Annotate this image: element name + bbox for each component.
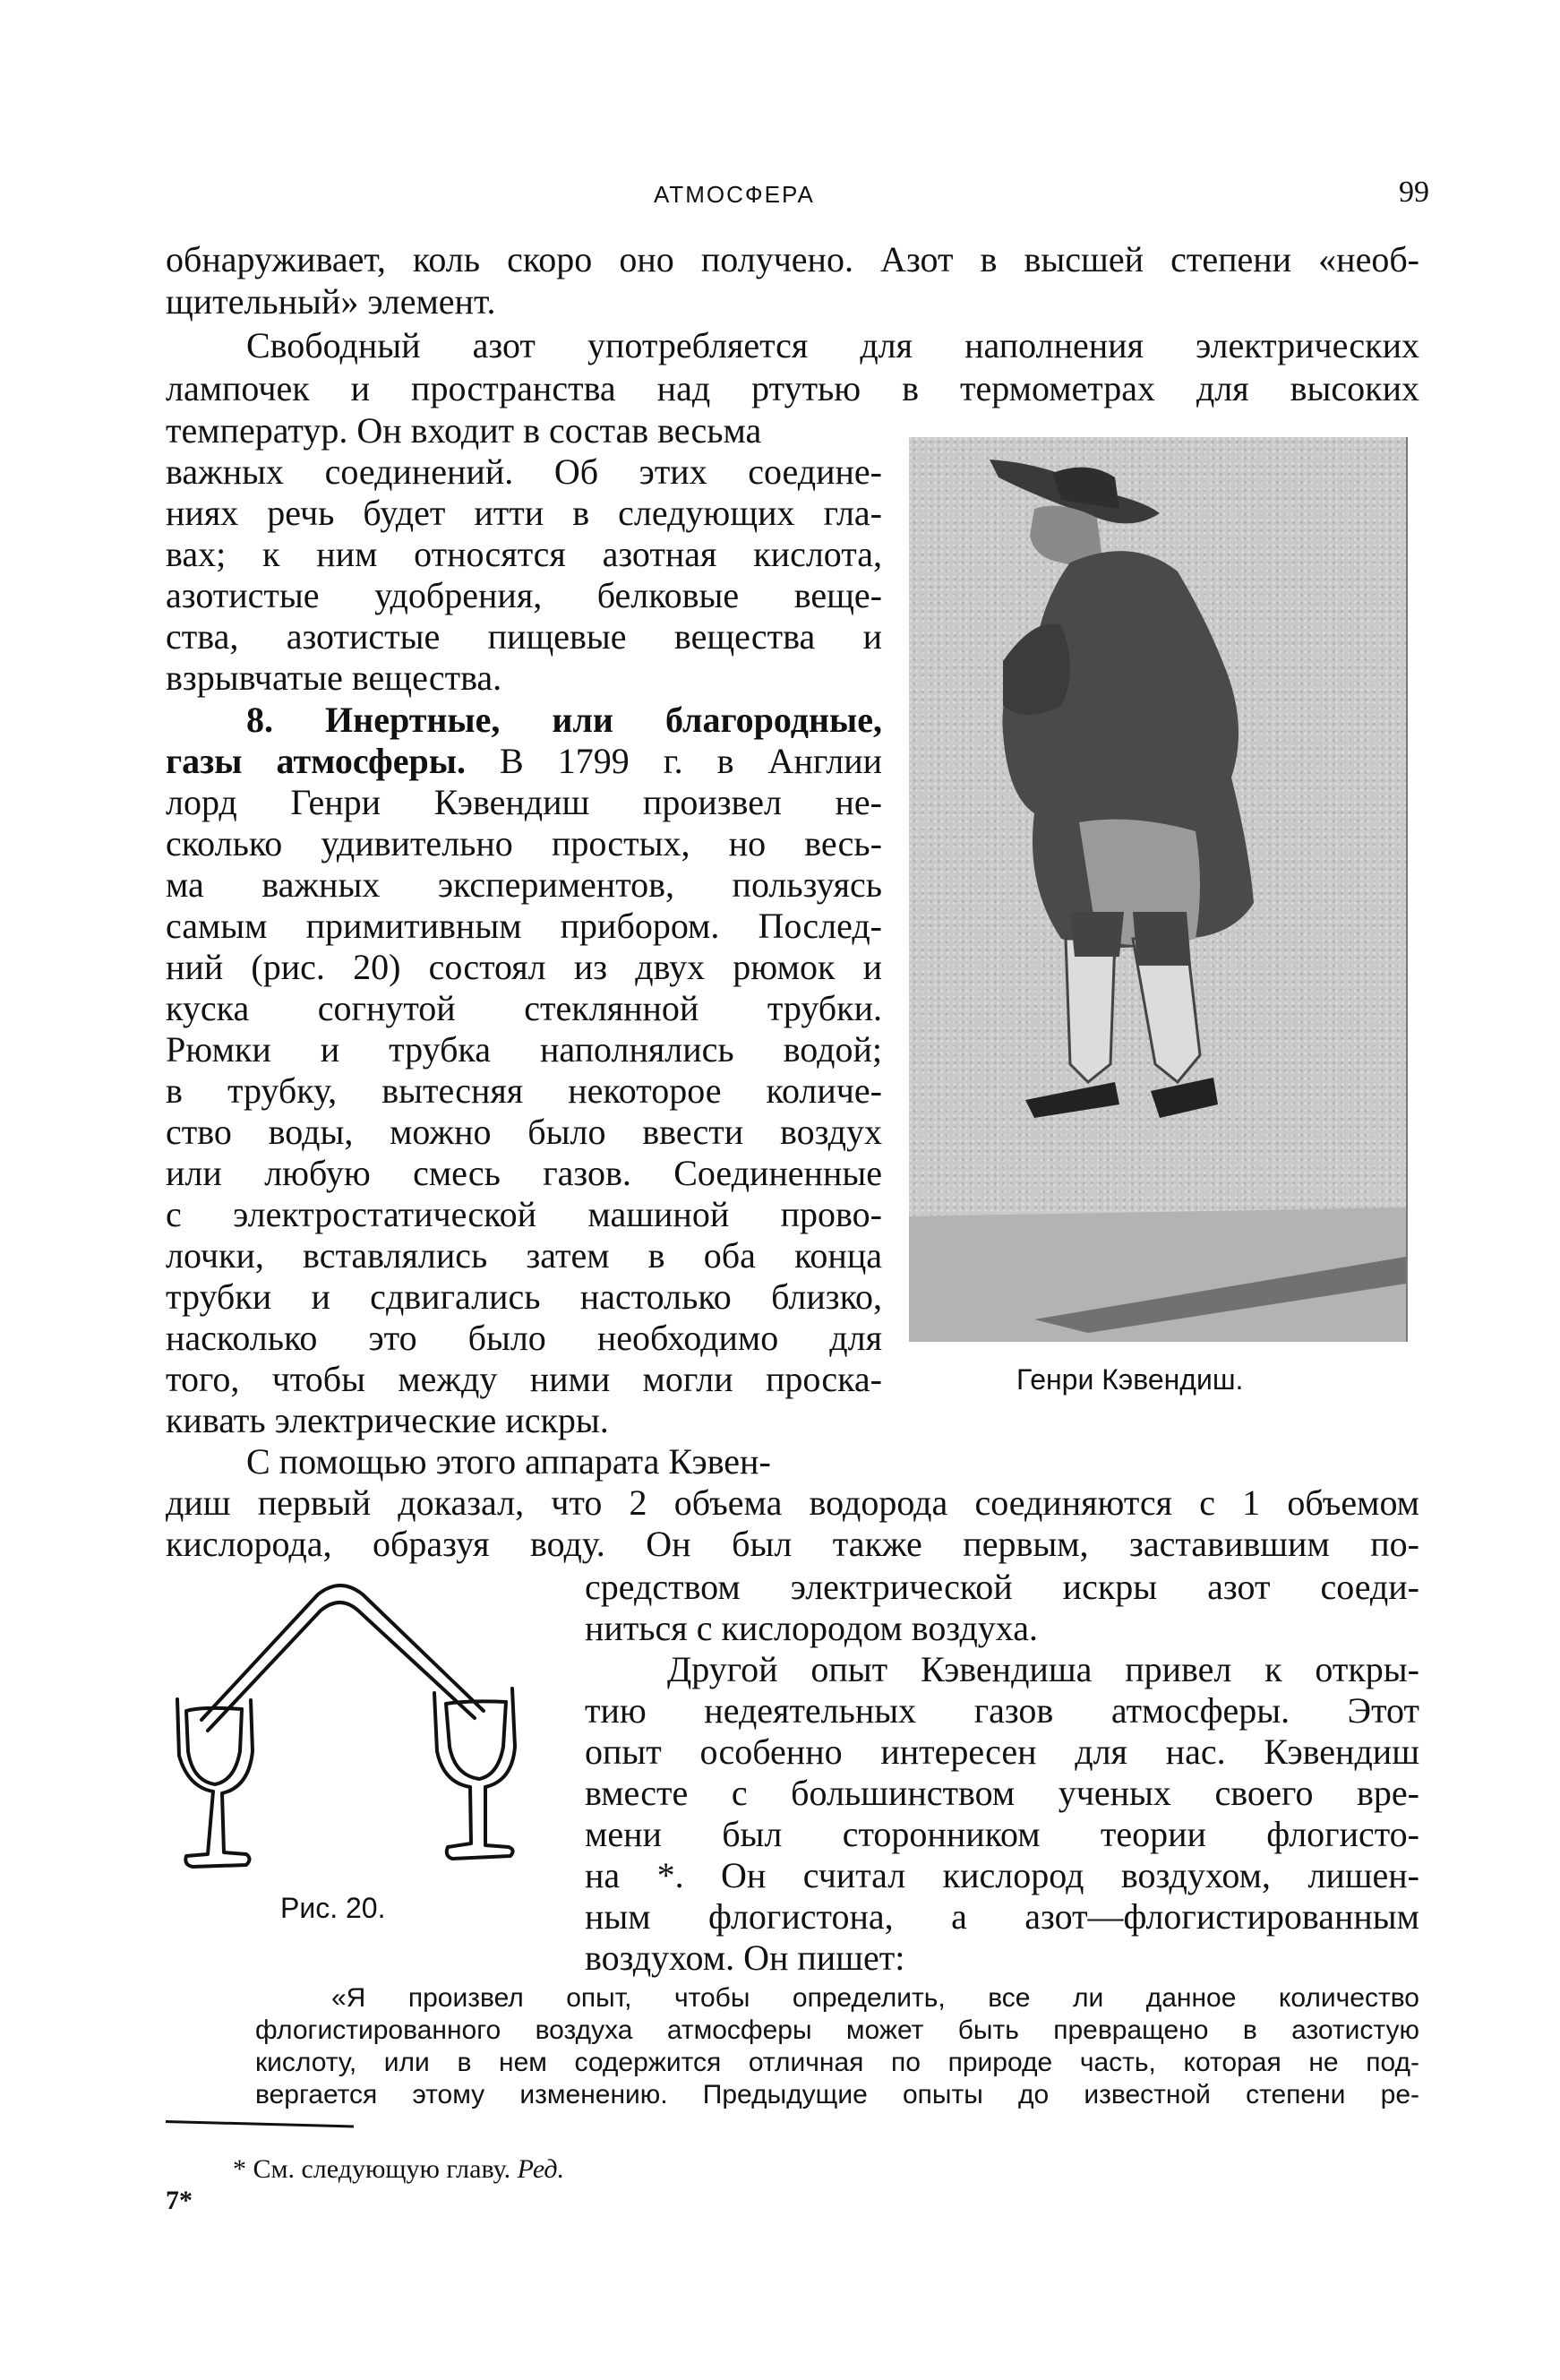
text-line-content: ства, азотистые пищевые вещества и (166, 616, 882, 657)
text-line: взрывчатые вещества. (166, 657, 502, 698)
text-line-content: Другой опыт Кэвендиша привел к откры- (667, 1649, 1419, 1689)
text-line-content: Рюмки и трубка наполнялись водой; (166, 1029, 882, 1070)
text-line: воздухом. Он пишет: (585, 1938, 905, 1978)
footnote-text: См. следующую главу. (253, 2154, 511, 2184)
quote-line (255, 2048, 1419, 2078)
portrait-image (909, 437, 1408, 1342)
running-title: АТМОСФЕРА (654, 181, 815, 208)
text-line-content: важных соединений. Об этих соедине- (166, 451, 882, 492)
quote-line-content: кислоту, или в нем содержится отличная по природе часть, которая не под- (255, 2048, 1419, 2077)
text-line-content: в трубку, вытесняя некоторое количе- (166, 1070, 882, 1111)
text-line-content: самым примитивным прибором. Послед- (166, 906, 882, 946)
text-line (166, 1236, 882, 1276)
text-line-content (166, 742, 882, 781)
text-line-content: с электростатической машиной прово- (166, 1194, 882, 1234)
text-line-content: ма важных экспериментов, пользуясь (166, 864, 882, 905)
text-line (166, 1319, 882, 1358)
text-line: температур. Он входит в состав весьма (166, 410, 762, 451)
text-line-content: вах; к ним относятся азотная кислота, (166, 534, 882, 574)
text-line-content: опыт особенно интересен для нас. Кэвендиш (585, 1731, 1419, 1772)
text-line-content: кислорода, образуя воду. Он был также первым, заставившим по- (166, 1524, 1419, 1564)
text-line (585, 1568, 1419, 1607)
text-line: С помощью этого аппарата Кэвен- (246, 1441, 771, 1482)
text-line: ниться с кислородом воздуха. (585, 1608, 1039, 1648)
text-line (166, 742, 882, 781)
text-line (585, 1856, 1419, 1895)
text-line-content: ний (рис. 20) состоял из двух рюмок и (166, 947, 882, 987)
text-line-content: сколько удивительно простых, но весь- (166, 823, 882, 864)
text-line (166, 1277, 882, 1317)
text-line-content: лорд Генри Кэвендиш произвел не- (166, 782, 882, 822)
text-line (166, 1030, 882, 1070)
text-line (166, 783, 882, 822)
text-line (585, 1897, 1419, 1937)
text-line (166, 906, 882, 946)
text-line (166, 576, 882, 615)
quote-line-content: вергается этому изменению. Предыдущие опыты до известной степени ре- (255, 2080, 1419, 2109)
figure-20-caption: Рис. 20. (280, 1892, 386, 1924)
text-line (166, 1360, 882, 1399)
text-line-content: ным флогистона, а азот—флогистированным (585, 1896, 1419, 1937)
quote-line-content: флогистированного воздуха атмосферы может быть превращено в азотистую (255, 2015, 1419, 2045)
text-line-content: лочки, вставлялись затем в оба конца (166, 1235, 882, 1276)
text-line-content: ство воды, можно было ввести воздух (166, 1112, 882, 1152)
signature-mark: 7* (166, 2186, 193, 2215)
footnote-editor-mark: Ред. (517, 2154, 565, 2184)
text-line-content: насколько это было необходимо для (166, 1318, 882, 1358)
text-line (585, 1774, 1419, 1813)
text-line-content: трубки и сдвигались настолько близко, (166, 1276, 882, 1317)
text-line (166, 1195, 882, 1234)
section-heading (246, 700, 882, 740)
text-line (166, 865, 882, 905)
text-line (166, 1154, 882, 1193)
text-line (585, 1732, 1419, 1772)
cavendish-figure-icon (909, 437, 1406, 1342)
text-line (667, 1650, 1419, 1689)
text-line (166, 535, 882, 574)
section-heading-text: 8. Инертные, или благородные, (246, 700, 882, 740)
text-line-content: диш первый доказал, что 2 объема водорода соединяются с 1 объемом (166, 1482, 1419, 1523)
text-line-content: ниях речь будет итти в следующих гла- (166, 493, 882, 533)
text-line-content: того, чтобы между ними могли проска- (166, 1359, 882, 1399)
text-line (166, 948, 882, 987)
text-line-content: или любую смесь газов. Соединенные (166, 1153, 882, 1193)
quote-line (331, 1983, 1419, 2014)
text-line-content: тию недеятельных газов атмосферы. Этот (585, 1690, 1419, 1731)
portrait-caption: Генри Кэвендиш. (1016, 1363, 1244, 1396)
text-line: кивать электрические искры. (166, 1400, 609, 1440)
text-line (166, 617, 882, 657)
text-line-content: обнаруживает, коль скоро оно получено. Азот в высшей степени «необ- (166, 239, 1419, 279)
footnote-marker: * (233, 2154, 246, 2184)
text-line (166, 824, 882, 864)
figure-20 (152, 1568, 564, 1881)
text-line-content: Свободный азот употребляется для наполнения электрических (246, 325, 1419, 365)
footnote-rule (166, 2120, 354, 2127)
text-line (166, 240, 1419, 279)
text-line (166, 452, 882, 492)
text-line-content: вместе с большинством ученых своего вре- (585, 1773, 1419, 1813)
text-line (166, 1113, 882, 1152)
text-line (166, 369, 1419, 408)
text-line-content: средством электрической искры азот соеди- (585, 1567, 1419, 1607)
text-line (585, 1691, 1419, 1731)
text-line (166, 1483, 1419, 1523)
quote-line-content: «Я произвел опыт, чтобы определить, все ли данное количество (331, 1983, 1419, 2013)
text-line-content: на *. Он считал кислород воздухом, лишен- (585, 1855, 1419, 1895)
section-heading-continued: газы атмосферы. (166, 741, 466, 781)
text-line (166, 326, 1419, 365)
quote-line (255, 2080, 1419, 2110)
text-line (166, 1071, 882, 1111)
text-line (166, 1525, 1419, 1564)
text-run: В 1799 г. в Англии (465, 741, 883, 781)
text-line-content: лампочек и пространства над ртутью в термометрах для высоких (166, 368, 1419, 408)
footnote (233, 2154, 564, 2185)
text-line-content: мени был сторонником теории флогисто- (585, 1814, 1419, 1854)
text-line (166, 989, 882, 1028)
quote-line (255, 2015, 1419, 2046)
text-line (585, 1815, 1419, 1854)
text-line-content: куска согнутой стеклянной трубки. (166, 988, 882, 1028)
page-number: 99 (1399, 176, 1429, 209)
glasses-tube-apparatus-icon (152, 1568, 564, 1881)
text-line (166, 494, 882, 533)
text-line-content: азотистые удобрения, белковые веще- (166, 575, 882, 615)
text-line: щительный» элемент. (166, 281, 496, 322)
